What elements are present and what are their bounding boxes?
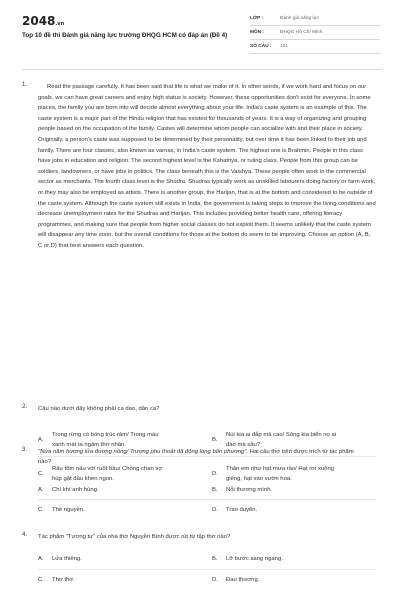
option-text: Chí khí anh hùng. bbox=[52, 487, 99, 493]
option-letter: A. bbox=[38, 556, 44, 562]
option-letter: D. bbox=[212, 577, 218, 583]
option-letter: D. bbox=[212, 471, 218, 477]
option-letter: B. bbox=[212, 556, 218, 562]
meta-row-class bbox=[250, 12, 380, 26]
option-letter: A. bbox=[38, 487, 44, 493]
option-text: Thề nguyền. bbox=[52, 507, 85, 513]
option-text: Thơ thơ. bbox=[52, 577, 75, 583]
question-rest: Hai câu thơ trên được trích từ tác phẩm nào? bbox=[38, 449, 354, 465]
meta-value: 121 bbox=[280, 44, 289, 49]
option-text: Nỗi thương mình. bbox=[226, 487, 273, 493]
option-letter: A. bbox=[38, 437, 44, 443]
question-number: 3. bbox=[22, 447, 28, 453]
meta-value: ĐHQG Hồ Chí Minh bbox=[280, 30, 323, 35]
option-text: Râu tôm nấu với ruột bầu/ Chồng chan vợ húp gật đầu khen ngon. bbox=[52, 466, 163, 482]
question-text: Tác phẩm "Tương tư" của nhà thơ Nguyễn Bính được rút từ tập thơ nào? bbox=[38, 534, 231, 540]
logo-main: 2048 bbox=[22, 14, 56, 28]
option-divider bbox=[38, 499, 376, 500]
page-header bbox=[0, 0, 400, 70]
option-text: Trao duyên. bbox=[226, 507, 258, 513]
meta-panel bbox=[250, 12, 380, 54]
option-divider bbox=[38, 569, 376, 570]
site-logo[interactable] bbox=[22, 14, 64, 28]
reading-passage: Read the passage carefully. It has been said that life is what we make of it. In other words, if we work hard and focus on our goals, we can have great careers and enjoy high status is society. However, these opportunities don't exist for everyone. In some places, the family you are born into will decide almost everything about your life. India's caste system is an example of this. The caste system is a major part of the Hindu religion that has existed for thousands of years. It is a way of organizing and grouping people based on the occupation of the family. Castes will determine whom people can socialize with and their place in society. Originally, a person's caste was supposed to be determined by their personality, but over time it has been linked to their job and family. There are four classes, also known as varnas, in India's caste system. The highest one is Brahmin. People in this class have jobs in education and religion. The second highest level is the Kshatriya, or ruling class. People from this group can be soldiers, landowners, or have jobs in politics. The class beneath this is the Vaishya. These people often work in the commercial sector as merchants. The fourth class level is the Shudra. Shudras typically work as unskilled labourers doing factory or farm work, or they may also be employed as artists. There is another group, the Harijan, that is at the bottom and considered to be outside of the caste system. Although the caste system still exists in India, the government is taking steps to improve the living conditions and decrease unemployment rates for the Shudras and Harijan. This includes providing better health care, offering literacy programmes, and making sure that people from higher social classes do not exploit them. It seems unlikely that the caste system will disappear any time soon, but the overall conditions for those at the bottom do seem to be improving. Choose an option (A, B, C or D) that best answers each question. bbox=[38, 84, 376, 249]
option-letter: B. bbox=[212, 487, 218, 493]
option-text: Trong rừng có bóng trúc râm/ Trong màu xanh mát ta ngâm thơ nhàn. bbox=[52, 432, 159, 448]
meta-key: SỐ CÂU : bbox=[250, 44, 272, 49]
meta-key: MÔN : bbox=[250, 30, 265, 35]
option-letter: C. bbox=[38, 471, 44, 477]
option-letter: B. bbox=[212, 437, 218, 443]
question-quote: "Nửa năm hương lửa đương nồng/ Trượng phu thoắt đã động lòng bốn phương". bbox=[38, 449, 249, 455]
option-text: Thân em như hạt mưa rào/ Hạt rơi xuống giếng, hạt vào vườn hoa. bbox=[226, 466, 335, 482]
option-letter: C. bbox=[38, 577, 44, 583]
option-text: Núi kia ai đắp mà cao/ Sông kia biển nọ ai đào mà sâu? bbox=[226, 432, 337, 448]
option-text: Lửa thiêng. bbox=[52, 556, 82, 562]
option-letter: D. bbox=[212, 507, 218, 513]
question-number: 1. bbox=[22, 82, 28, 88]
question-number: 2. bbox=[22, 404, 28, 410]
header-divider bbox=[22, 69, 382, 70]
meta-value: Đánh giá năng lực bbox=[280, 16, 320, 21]
question-text bbox=[38, 447, 368, 467]
option-text: Lỡ bước sang ngang. bbox=[226, 556, 283, 562]
question-number: 4. bbox=[22, 532, 28, 538]
option-letter: C. bbox=[38, 507, 44, 513]
question-text: Câu nào dưới đây không phải ca dao, dân ca? bbox=[38, 406, 160, 412]
document-title: Top 10 đề thi Đánh giá năng lực trường ĐHQG HCM có đáp án (Đề 4) bbox=[22, 32, 228, 39]
meta-key: LỚP : bbox=[250, 16, 264, 21]
meta-row-count bbox=[250, 40, 380, 54]
meta-row-subject bbox=[250, 26, 380, 40]
option-text: Đau thương. bbox=[226, 577, 260, 583]
logo-suffix: .vn bbox=[55, 21, 65, 27]
